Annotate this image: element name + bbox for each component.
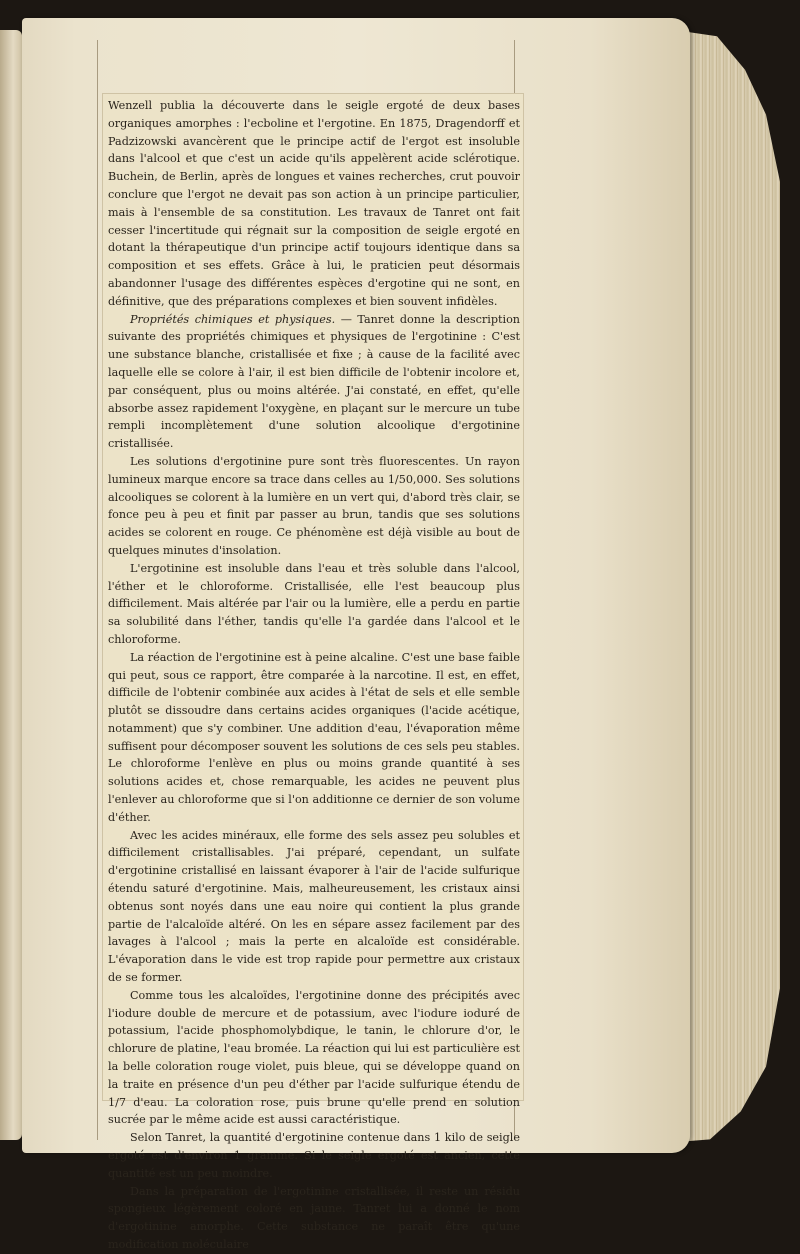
paragraph-4: L'ergotinine est insoluble dans l'eau et très soluble dans l'alcool, l'éther et le chloroforme. Cristallisée, elle l'est beaucoup plus difficilement. Mais altérée par l'air ou la lumière, elle a perdu en partie sa solubilité dans l'éther, tandis qu'elle l'a gardée dans l'alcool et le chloroforme. (108, 561, 520, 646)
adjacent-page-edge (0, 30, 22, 1140)
section-heading: Propriétés chimiques et physiques. (130, 312, 336, 326)
paragraph-8: Selon Tanret, la quantité d'ergotinine contenue dans 1 kilo de seigle ergoté est d'environ 1 gramme. Si le seigle ergoté est ancien, cette quantité est un peu moindre. (108, 1131, 520, 1180)
paragraph-2 (108, 311, 520, 453)
paragraph-7: Comme tous les alcaloïdes, l'ergotinine donne des précipités avec l'iodure double de mercure et de potassium, avec l'iodure ioduré de potassium, l'acide phosphomolybdique, le tanin, le chlorure d'or, le chlorure de platine, l'eau bromée. La réaction qui lui est particulière est la belle coloration rouge violet, puis bleue, qui se développe quand on la traite en présence d'un peu d'éther par l'acide sulfurique étendu de 1/7 d'eau. La coloration rose, puis brune qu'elle prend en solution sucrée par le même acide est aussi caractéristique. (108, 988, 520, 1127)
page-frame-line-left (97, 40, 98, 1140)
article-text (108, 97, 520, 1254)
paragraph-2-text: — Tanret donne la description suivante des propriétés chimiques et physiques de l'ergotinine : C'est une substance blanche, cristallisée et fixe ; à cause de la facilité avec laquelle elle se colore à l'air, il est bien difficile de l'obtenir incolore et, par conséquent, plus ou moins altérée. J'ai constaté, en effet, qu'elle absorbe assez rapidement l'oxygène, en plaçant sur le mercure un tube rempli incomplètement d'une solution alcoolique d'ergotinine cristallisée. (108, 312, 521, 451)
paragraph-5: La réaction de l'ergotinine est à peine alcaline. C'est une base faible qui peut, sous ce rapport, être comparée à la narcotine. Il est, en effet, difficile de l'obtenir combinée aux acides à l'état de sels et elle semble plutôt se dissoudre dans certains acides organiques (l'acide acétique, notamment) que s'y combiner. Une addition d'eau, l'évaporation même suffisent pour décomposer souvent les solutions de ces sels peu stables. Le chloroforme l'enlève en plus ou moins grande quantité à ses solutions acides et, chose remarquable, les acides ne peuvent plus l'enlever au chloroforme que si l'on additionne ce dernier de son volume d'éther. (108, 650, 520, 824)
paragraph-9: Dans la préparation de l'ergotinine cristallisée, il reste un résidu spongieux légèrement coloré en jaune. Tanret lui a donné le nom d'ergotinine amorphe. Cette substance ne paraît être qu'une modification moléculaire (108, 1184, 520, 1251)
paragraph-6: Avec les acides minéraux, elle forme des sels assez peu solubles et difficilement cristallisables. J'ai préparé, cependant, un sulfate d'ergotinine cristallisé en laissant évaporer à l'air de l'acide sulfurique étendu saturé d'ergotinine. Mais, malheureusement, les cristaux ainsi obtenus sont noyés dans une eau noire qui contient la plus grande partie de l'alcaloïde altéré. On les en sépare assez facilement par des lavages à l'alcool ; mais la perte en alcaloïde est considérable. L'évaporation dans le vide est trop rapide pour permettre aux cristaux de se former. (108, 828, 520, 985)
paragraph-1: Wenzell publia la découverte dans le seigle ergoté de deux bases organiques amorphes : l'ecboline et l'ergotine. En 1875, Dragendorff et Padzizowski avancèrent que le principe actif de l'ergot est insoluble dans l'alcool et que c'est un acide qu'ils appelèrent acide sclérotique. Buchein, de Berlin, après de longues et vaines recherches, crut pouvoir conclure que l'ergot ne devait pas son action à un principe particulier, mais à l'ensemble de sa constitution. Les travaux de Tanret ont fait cesser l'incertitude qui régnait sur la composition de seigle ergoté en dotant la thérapeutique d'un principe actif toujours identique dans sa composition et ses effets. Grâce à lui, le praticien peut désormais abandonner l'usage des différentes espèces d'ergotine qui ne sont, en définitive, que des préparations complexes et bien souvent infidèles. (108, 99, 520, 308)
paragraph-3: Les solutions d'ergotinine pure sont très fluorescentes. Un rayon lumineux marque encore sa trace dans celles au 1/50,000. Ses solutions alcooliques se colorent à la lumière en un vert qui, d'abord très clair, se fonce peu à peu et finit par passer au brun, tandis que ses solutions acides se colorent en rouge. Ce phénomène est déjà visible au bout de quelques minutes d'insolation. (108, 454, 520, 557)
